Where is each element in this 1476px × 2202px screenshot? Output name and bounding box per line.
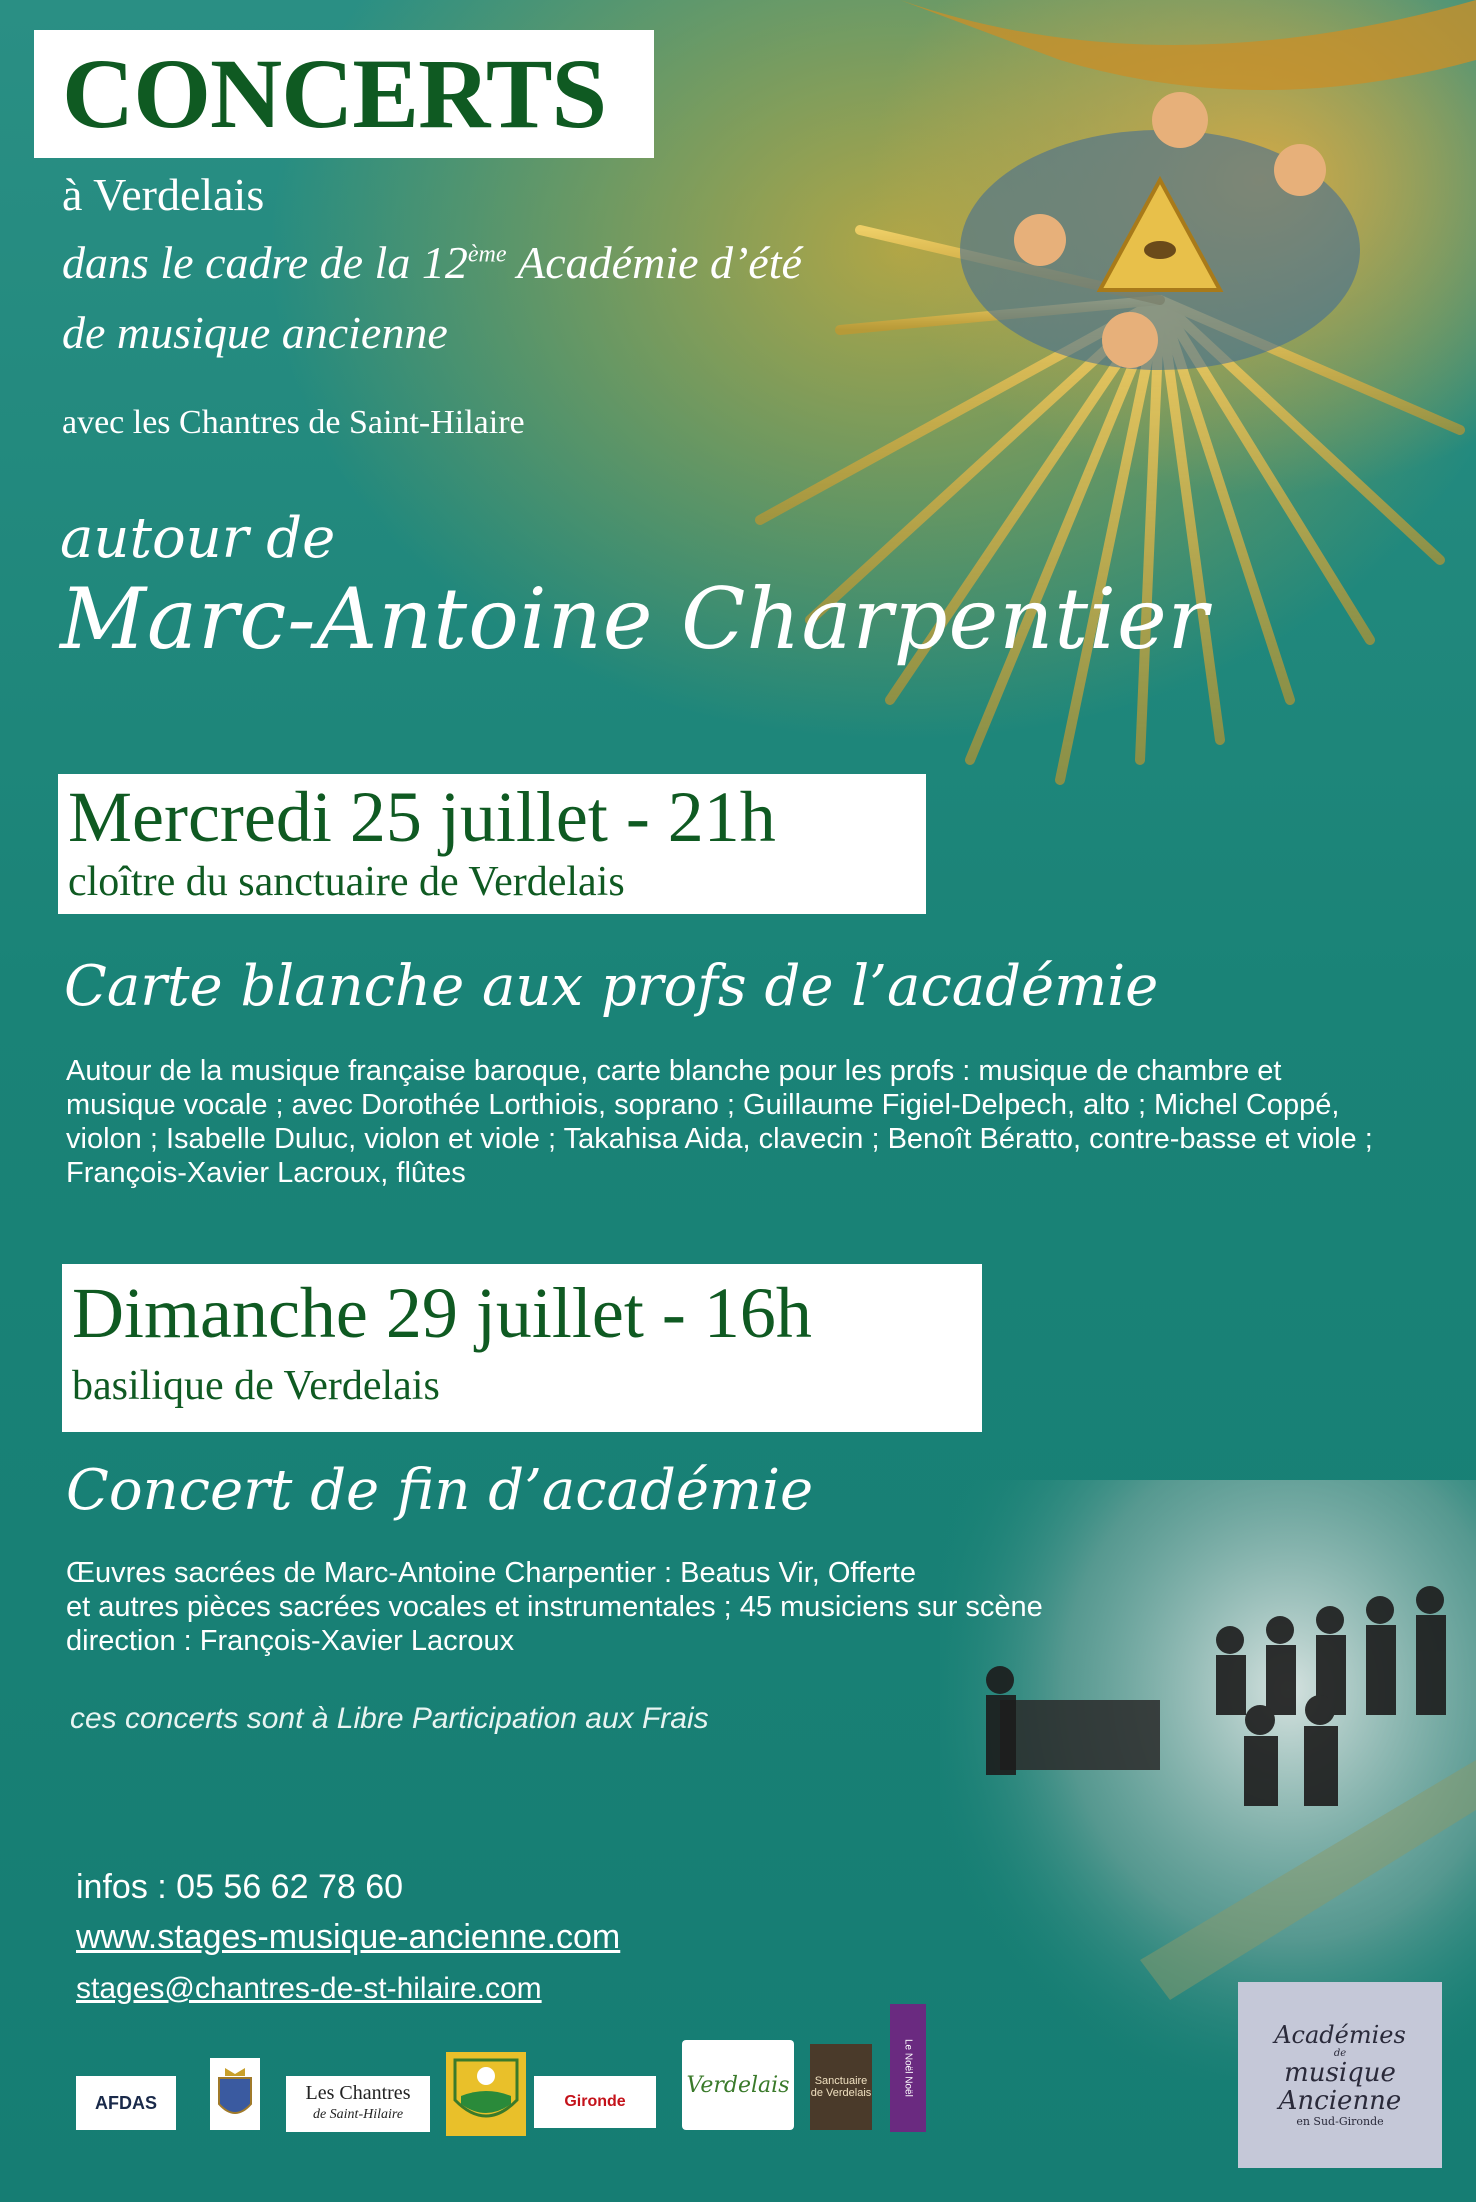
crest-logo: [210, 2058, 260, 2130]
event1-date: Mercredi 25 juillet - 21h: [68, 777, 776, 857]
event1-subtitle: Carte blanche aux profs de l’académie: [64, 954, 1159, 1019]
intro-chantres: avec les Chantres de Saint-Hilaire: [62, 404, 525, 441]
crest-icon: [215, 2064, 255, 2124]
afdas-logo: AFDAS: [76, 2076, 176, 2130]
chantres-logo-line1: Les Chantres: [305, 2082, 411, 2104]
academies-logo-line4: en Sud-Gironde: [1296, 2115, 1384, 2128]
chantres-logo-line2: de Saint-Hilaire: [312, 2107, 404, 2122]
event2-description-line2: et autres pièces sacrées vocales et instrumentales ; 45 musiciens sur scène: [66, 1591, 1043, 1623]
sanctuaire-logo: Sanctuaire de Verdelais: [810, 2044, 872, 2130]
free-participation-note: ces concerts sont à Libre Participation aux Frais: [70, 1702, 709, 1735]
academies-logo-line3: musique Ancienne: [1278, 2058, 1402, 2116]
event2-header: [62, 1264, 982, 1432]
town-crest-logo: [446, 2052, 526, 2136]
gironde-logo: Gironde: [534, 2076, 656, 2128]
intro-academy-part2: Académie d’été: [506, 237, 802, 288]
autour-label: autour de: [60, 506, 336, 571]
sunburst-artwork: [640, 0, 1476, 800]
academies-logo: [1238, 1982, 1442, 2168]
town-crest-icon: [451, 2056, 521, 2132]
noel-logo: Le Noël Noël: [890, 2004, 926, 2132]
academies-logo-line2: de: [1333, 2048, 1347, 2059]
website-link[interactable]: www.stages-musique-ancienne.com: [76, 1918, 621, 1956]
event2-description: [66, 1556, 1166, 1658]
event2-date: Dimanche 29 juillet - 16h: [72, 1273, 812, 1353]
event1-header: [58, 774, 926, 914]
intro-academy-part1: dans le cadre de la 12: [62, 237, 468, 288]
intro-academy-sup: ème: [467, 241, 507, 268]
verdelais-logo: Verdelais: [682, 2040, 794, 2130]
event1-venue: cloître du sanctuaire de Verdelais: [68, 859, 625, 905]
composer-name: Marc-Antoine Charpentier: [60, 570, 1209, 668]
event2-description-line1: Œuvres sacrées de Marc-Antoine Charpentier : Beatus Vir, Offerte: [66, 1557, 916, 1589]
email-link[interactable]: stages@chantres-de-st-hilaire.com: [76, 1972, 542, 2005]
event1-description: Autour de la musique française baroque, carte blanche pour les profs : musique de chambre et musique vocale ; avec Dorothée Lorthiois, soprano ; Guillaume Figiel-Delpech, alto ; Michel Coppé, violon ; Isabelle Duluc, violon et viole ; Takahisa Aida, clavecin ; Benoît Bératto, contre-basse et viole ; François-Xavier Lacroux, flûtes: [66, 1055, 1373, 1189]
contact-phone: infos : 05 56 62 78 60: [76, 1868, 404, 1906]
event2-subtitle: Concert de fin d’académie: [66, 1458, 814, 1523]
intro-music: de musique ancienne: [62, 307, 448, 358]
chantres-logo: [286, 2076, 430, 2132]
concerts-title: CONCERTS: [34, 30, 654, 158]
event2-venue: basilique de Verdelais: [72, 1363, 440, 1409]
event2-description-line3: direction : François-Xavier Lacroux: [66, 1625, 515, 1657]
academies-logo-line1: Académies: [1274, 2021, 1406, 2049]
intro-academy: [62, 236, 802, 289]
intro-location: à Verdelais: [62, 169, 265, 220]
